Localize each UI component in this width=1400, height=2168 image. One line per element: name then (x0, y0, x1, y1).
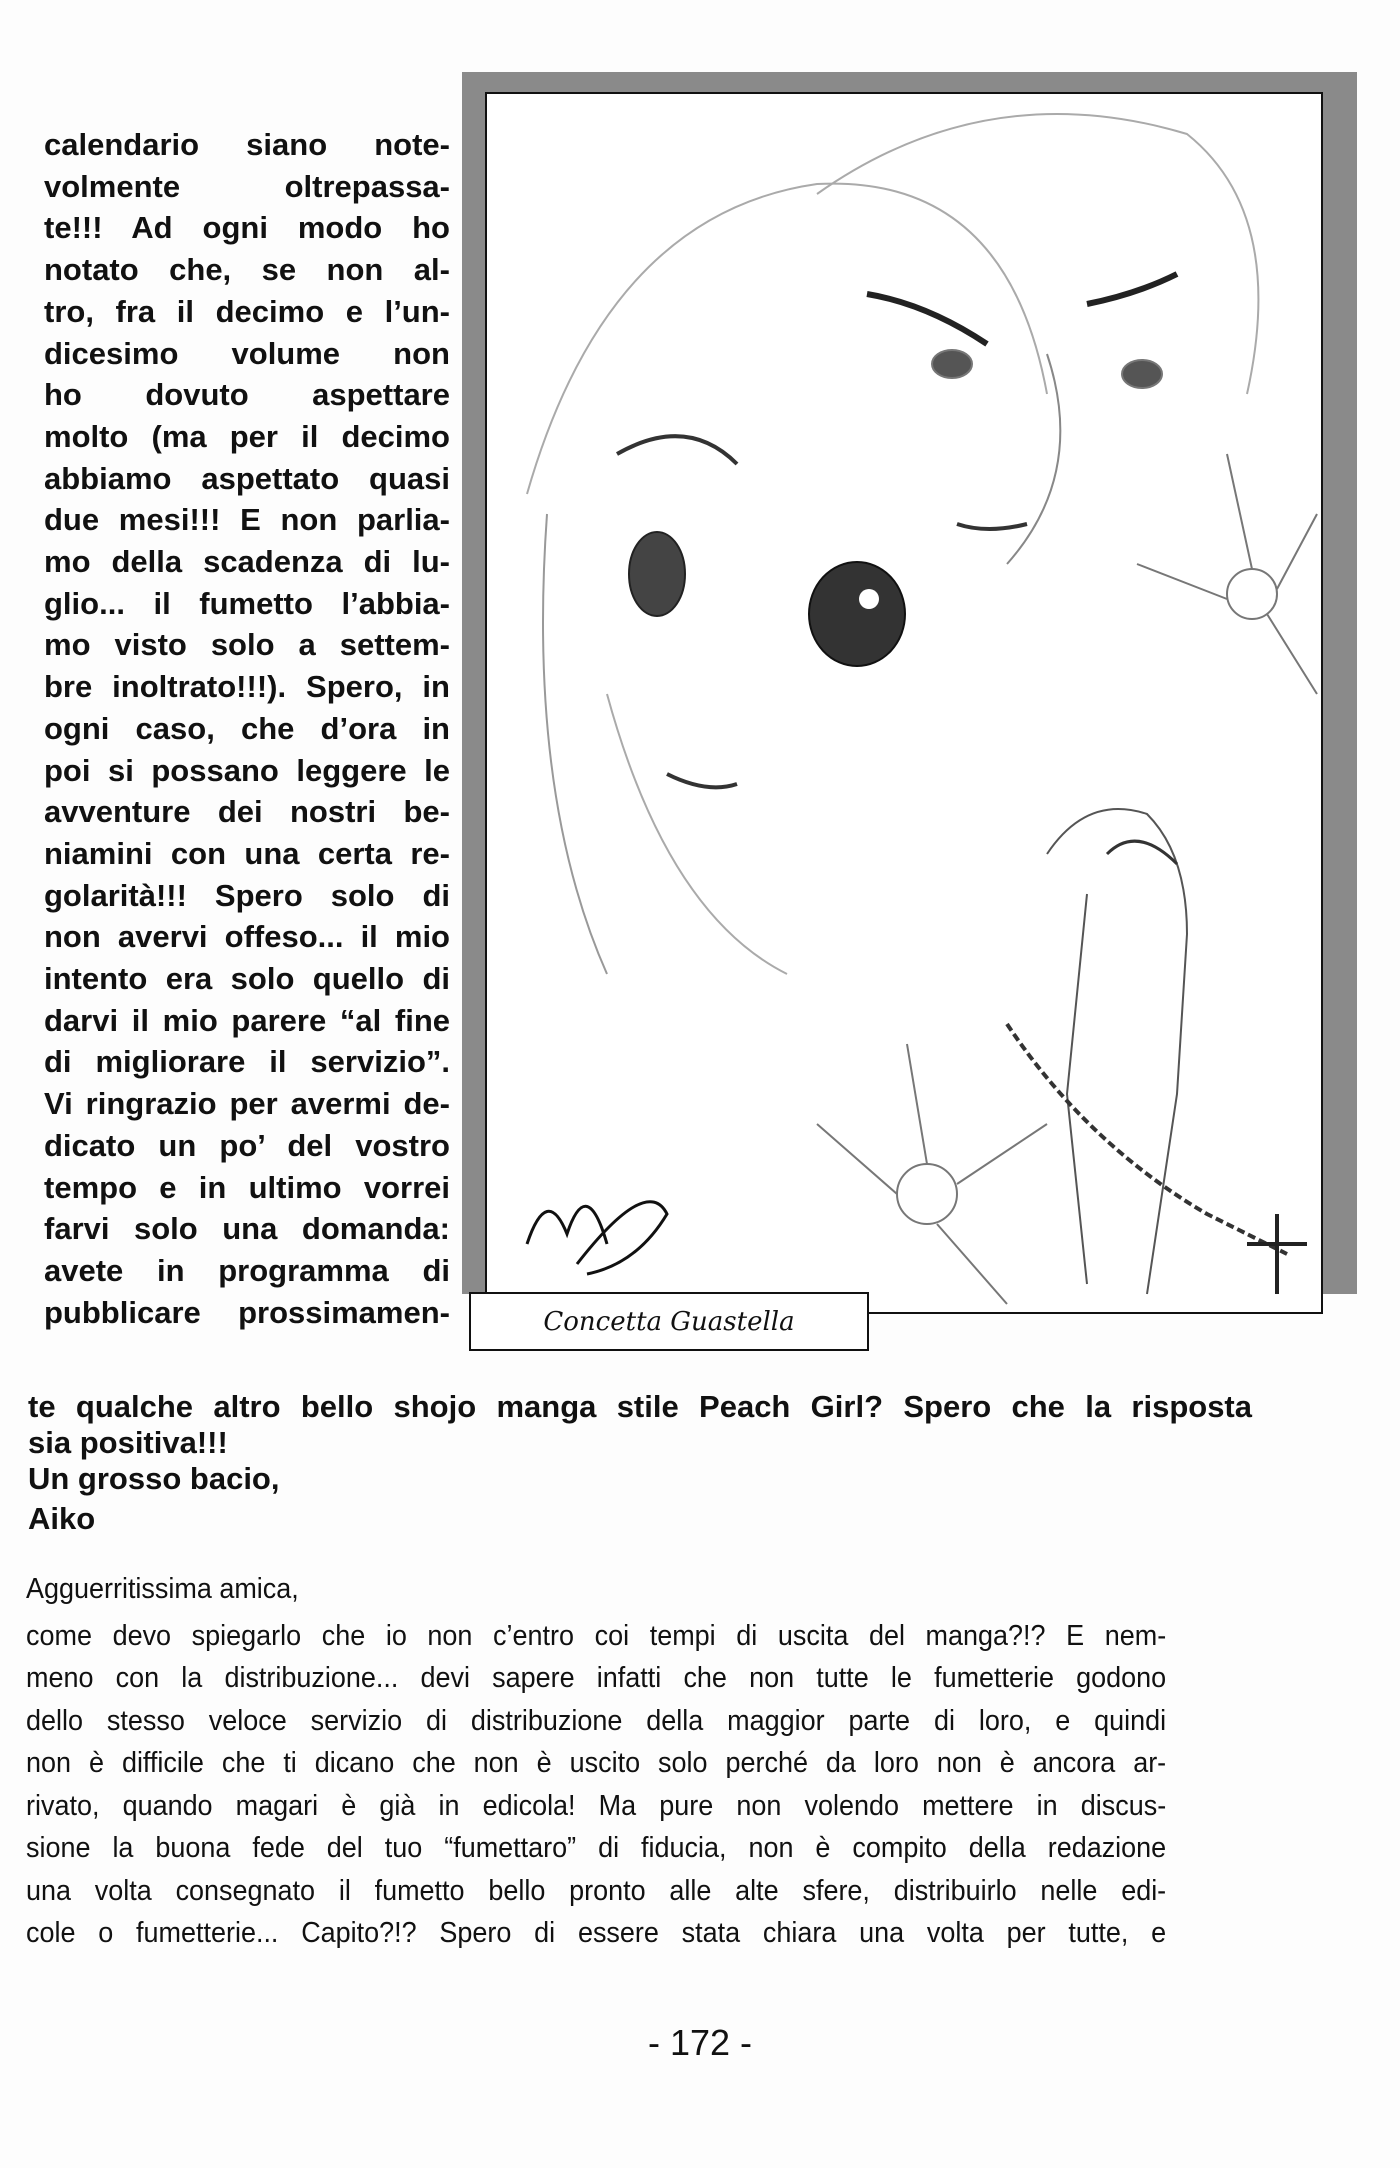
letter-line: pubblicare prossimamen- (44, 1294, 450, 1330)
reply-line: cole o fumetterie... Capito?!? Spero di essere stata chiara una volta per tutte, e (26, 1917, 1167, 1949)
reply-line: meno con la distribuzione... devi sapere infatti che non tutte le fumetterie godono (26, 1662, 1167, 1694)
letter-line: ogni caso, che d’ora in (44, 710, 450, 746)
reply-line: come devo spiegarlo che io non c’entro coi tempi di uscita del manga?!? E nem- (26, 1619, 1167, 1652)
letter-line: Vi ringrazio per avermi de- (44, 1086, 450, 1122)
letter-line: abbiamo aspettato quasi (44, 460, 450, 496)
signature-drawing (527, 1202, 667, 1274)
letter-line: intento era solo quello di (44, 961, 450, 997)
reply-line: non è difficile che ti dicano che non è uscito solo perché da loro non è ancora ar- (26, 1747, 1167, 1779)
editor-reply (26, 1568, 1166, 1955)
reply-line: una volta consegnato il fumetto bello pronto alle alte sfere, distribuirlo nelle edi- (26, 1874, 1167, 1907)
letter-line: te qualche altro bello shojo manga stile Peach Girl? Spero che la risposta (28, 1389, 1252, 1424)
letter-line: mo visto solo a settem- (44, 627, 450, 663)
girl-face-drawing (527, 184, 1047, 974)
letter-line: te!!! Ad ogni modo ho (44, 210, 450, 246)
letter-line: golarità!!! Spero solo di (44, 877, 450, 913)
letter-line: tempo e in ultimo vorrei (44, 1169, 450, 1205)
letter-line: poi si possano leggere le (44, 752, 450, 788)
illustration-caption: Concetta Guastella (469, 1292, 869, 1351)
letter-line: non avervi offeso... il mio (44, 919, 450, 955)
reply-line: Agguerritissima amica, (26, 1573, 299, 1605)
letter-line: calendario siano note- (44, 127, 450, 162)
letter-line: tro, fra il decimo e l’un- (44, 293, 450, 329)
letter-line: niamini con una certa re- (44, 835, 450, 871)
boy-face-drawing (817, 114, 1258, 564)
letter-line: volmente oltrepassa- (44, 168, 450, 204)
letter-line: due mesi!!! E non parlia- (44, 502, 450, 538)
letter-line: ho dovuto aspettare (44, 377, 450, 413)
letter-line: bre inoltrato!!!). Spero, in (44, 669, 450, 705)
couple-drawing (1007, 809, 1307, 1294)
letter-line: avete in programma di (44, 1252, 450, 1288)
letter-line: notato che, se non al- (44, 252, 450, 288)
letter-line: dicesimo volume non (44, 335, 450, 371)
page-number: - 172 - (647, 2022, 753, 2063)
letter-line: darvi il mio parere “al fine (44, 1002, 450, 1038)
letter-line: dicato un po’ del vostro (44, 1127, 450, 1163)
manga-illustration (485, 92, 1323, 1314)
letter-line: Aiko (28, 1501, 96, 1536)
letter-line: glio... il fumetto l’abbia- (44, 585, 450, 621)
letter-line: Un grosso bacio, (28, 1461, 280, 1496)
reply-line: sione la buona fede del tuo “fumettaro” di fiducia, non è compito della redazione (26, 1832, 1167, 1864)
letter-line: di migliorare il servizio”. (44, 1044, 450, 1080)
reply-line: rivato, quando magari è già in edicola! Ma pure non volendo mettere in discus- (26, 1789, 1167, 1822)
reply-line: dello stesso veloce servizio di distribuzione della maggior parte di loro, e quindi (26, 1704, 1167, 1737)
letter-line: molto (ma per il decimo (44, 418, 450, 454)
letter-line: farvi solo una domanda: (44, 1211, 450, 1247)
letter-line: sia positiva!!! (28, 1425, 228, 1460)
letter-column (44, 124, 450, 1333)
letter-line: mo della scadenza di lu- (44, 544, 450, 580)
letter-line: avventure dei nostri be- (44, 794, 450, 830)
